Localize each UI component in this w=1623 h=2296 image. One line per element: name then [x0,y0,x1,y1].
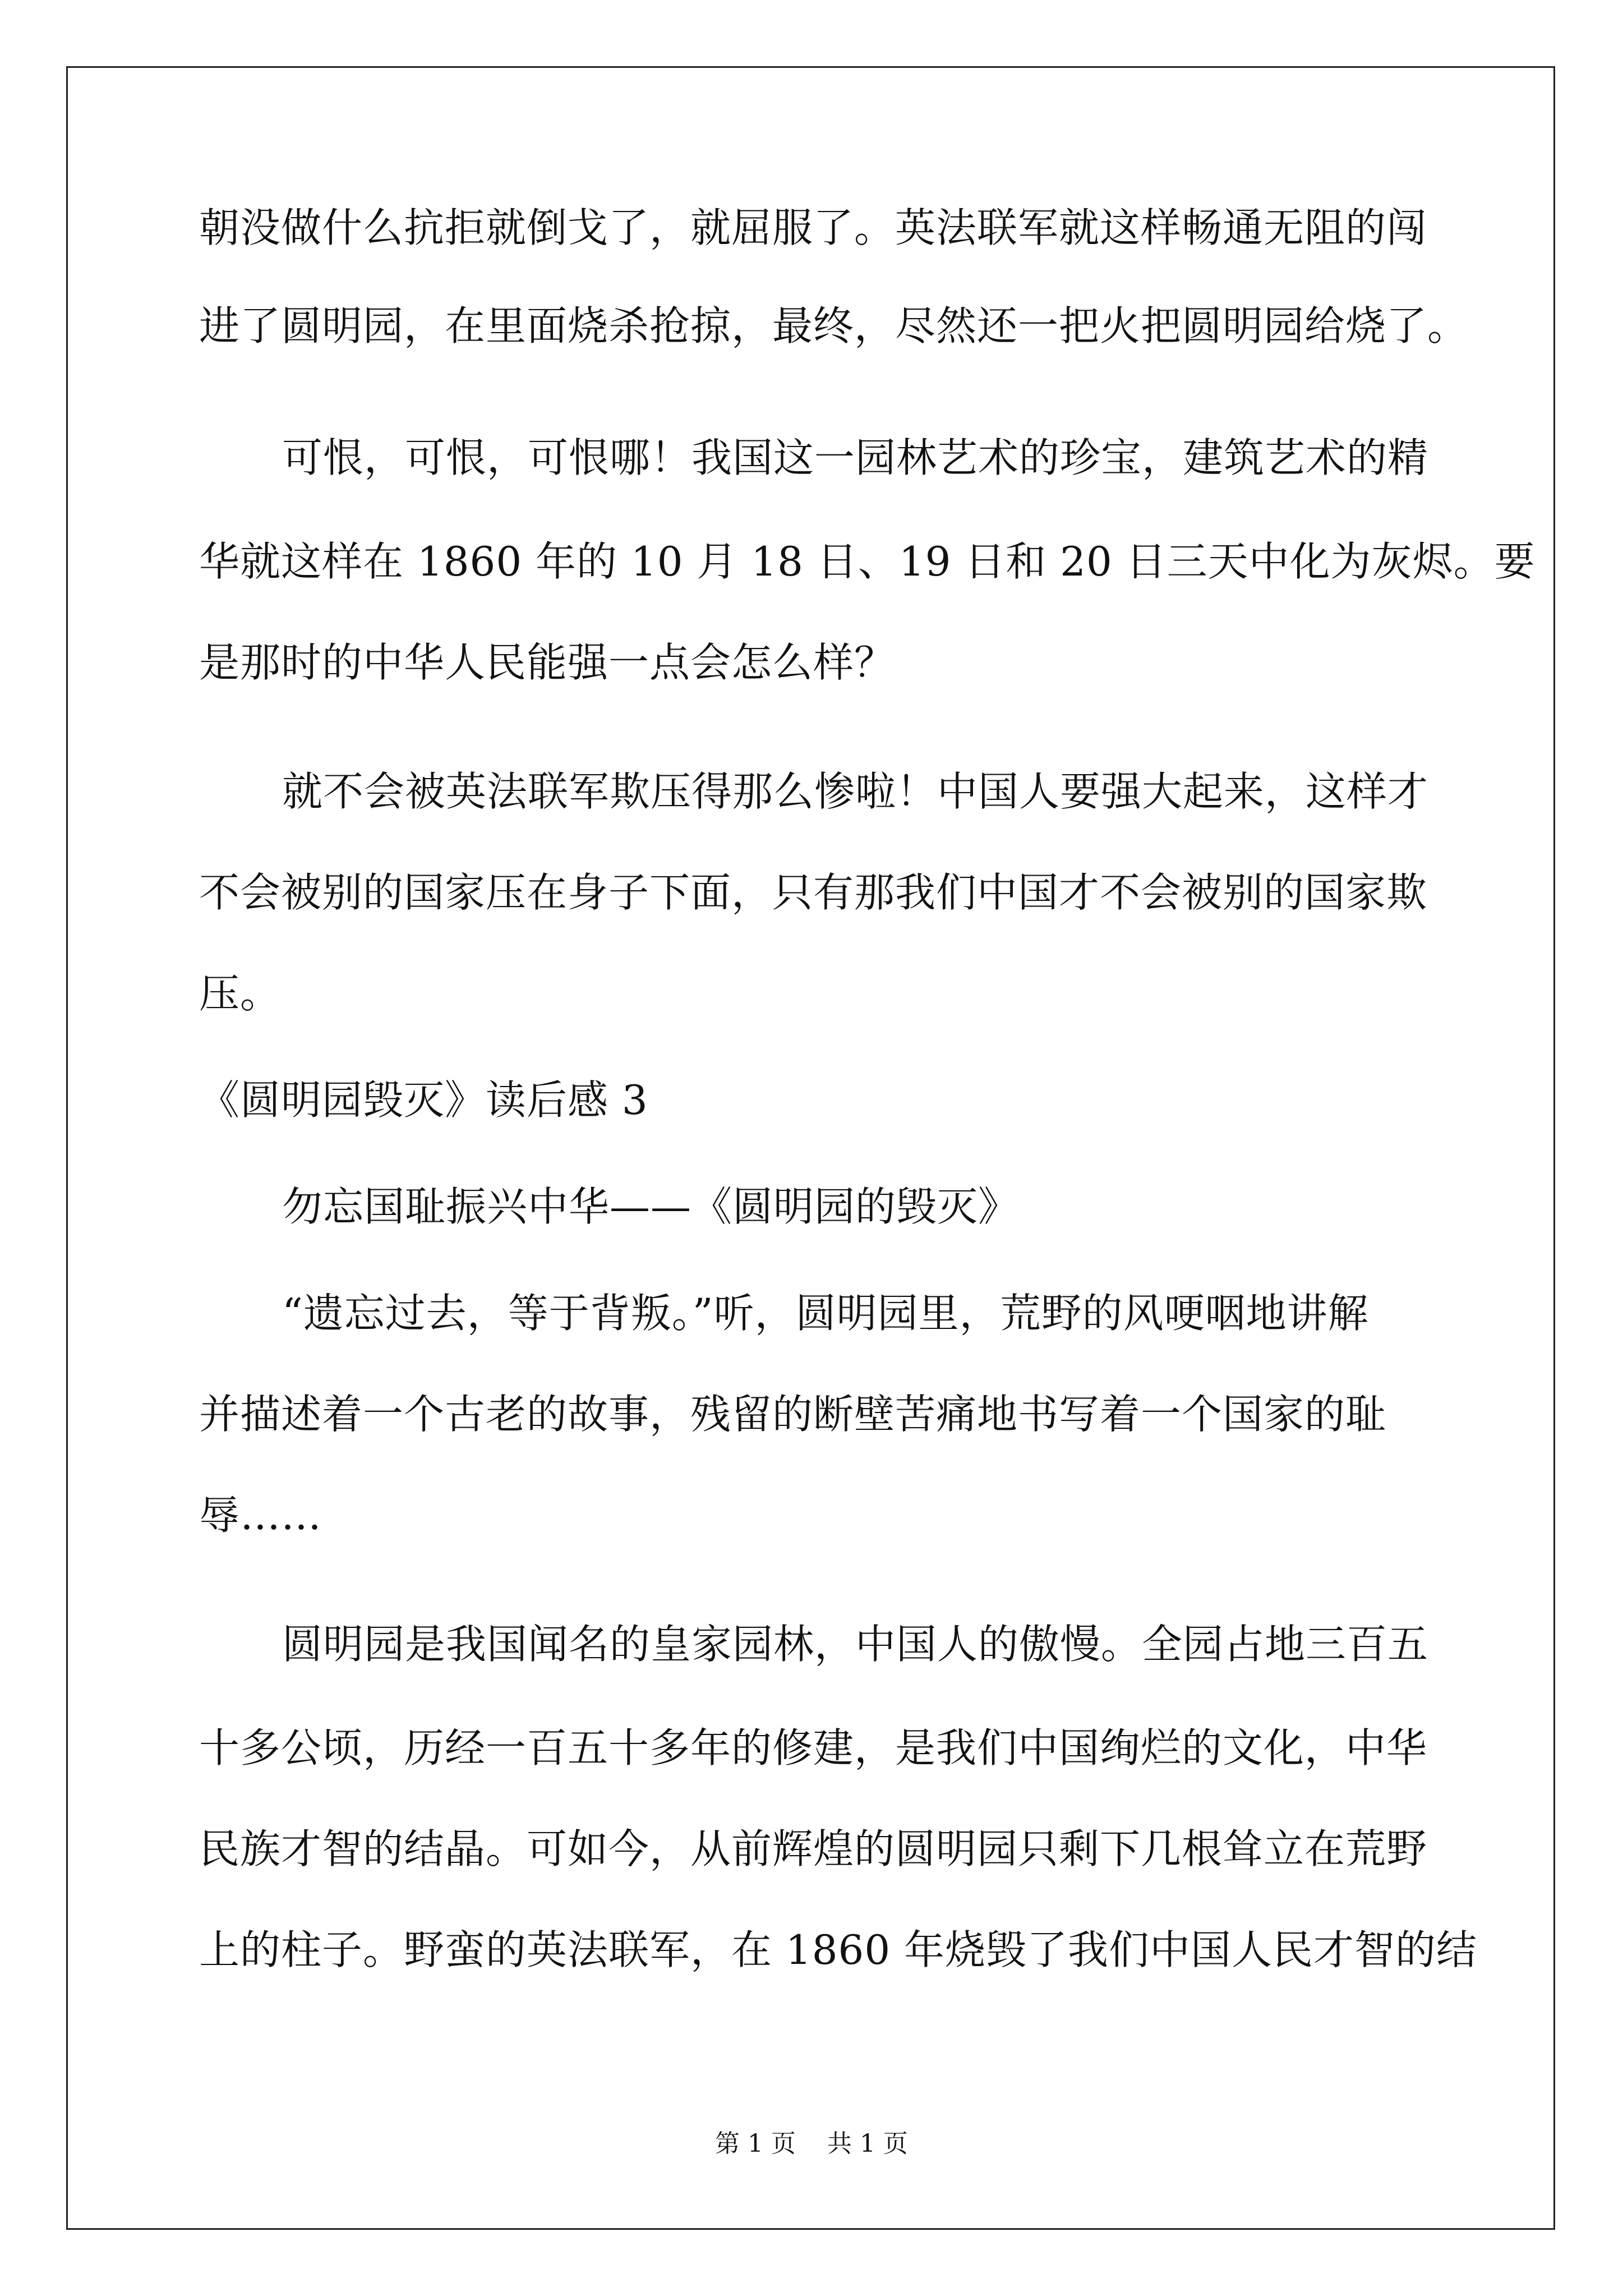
text-line: 是那时的中华人民能强一点会怎么样？ [199,639,896,686]
text-line: 圆明园是我国闻名的皇家园林，中国人的傲慢。全园占地三百五 [282,1621,1429,1668]
text-line: 不会被别的国家压在身子下面，只有那我们中国才不会被别的国家欺 [199,869,1428,916]
text-line: 华就这样在 1860 年的 10 月 18 日、19 日和 20 日三天中化为灰烬。要 [199,538,1536,585]
text-line: 就不会被英法联军欺压得那么惨啦！中国人要强大起来，这样才 [282,768,1429,815]
subtitle-line: 勿忘国耻振兴中华——《圆明园的毁灭》 [282,1183,1020,1230]
section-heading: 《圆明园毁灭》读后感 3 [199,1076,648,1124]
text-line: “遗忘过去，等于背叛。”听，圆明园里，荒野的风哽咽地讲解 [282,1290,1369,1337]
text-line: 上的柱子。野蛮的英法联军，在 1860 年烧毁了我们中国人民才智的结 [199,1926,1478,1973]
text-line: 可恨，可恨，可恨哪！我国这一园林艺术的珍宝，建筑艺术的精 [282,434,1429,481]
text-line: 朝没做什么抗拒就倒戈了，就屈服了。英法联军就这样畅通无阻的闯 [199,204,1428,251]
text-line: 十多公顷，历经一百五十多年的修建，是我们中国绚烂的文化，中华 [199,1724,1428,1772]
text-line: 民族才智的结晶。可如今，从前辉煌的圆明园只剩下几根耸立在荒野 [199,1825,1428,1872]
text-line: 并描述着一个古老的故事，残留的断壁苦痛地书写着一个国家的耻 [199,1391,1387,1438]
text-line: 辱…… [199,1492,322,1539]
page-border [66,66,1555,2230]
page-number: 第 1 页 共 1 页 [715,2129,908,2158]
text-line: 压。 [199,970,282,1017]
text-line: 进了圆明园，在里面烧杀抢掠，最终，尽然还一把火把圆明园给烧了。 [199,302,1469,349]
